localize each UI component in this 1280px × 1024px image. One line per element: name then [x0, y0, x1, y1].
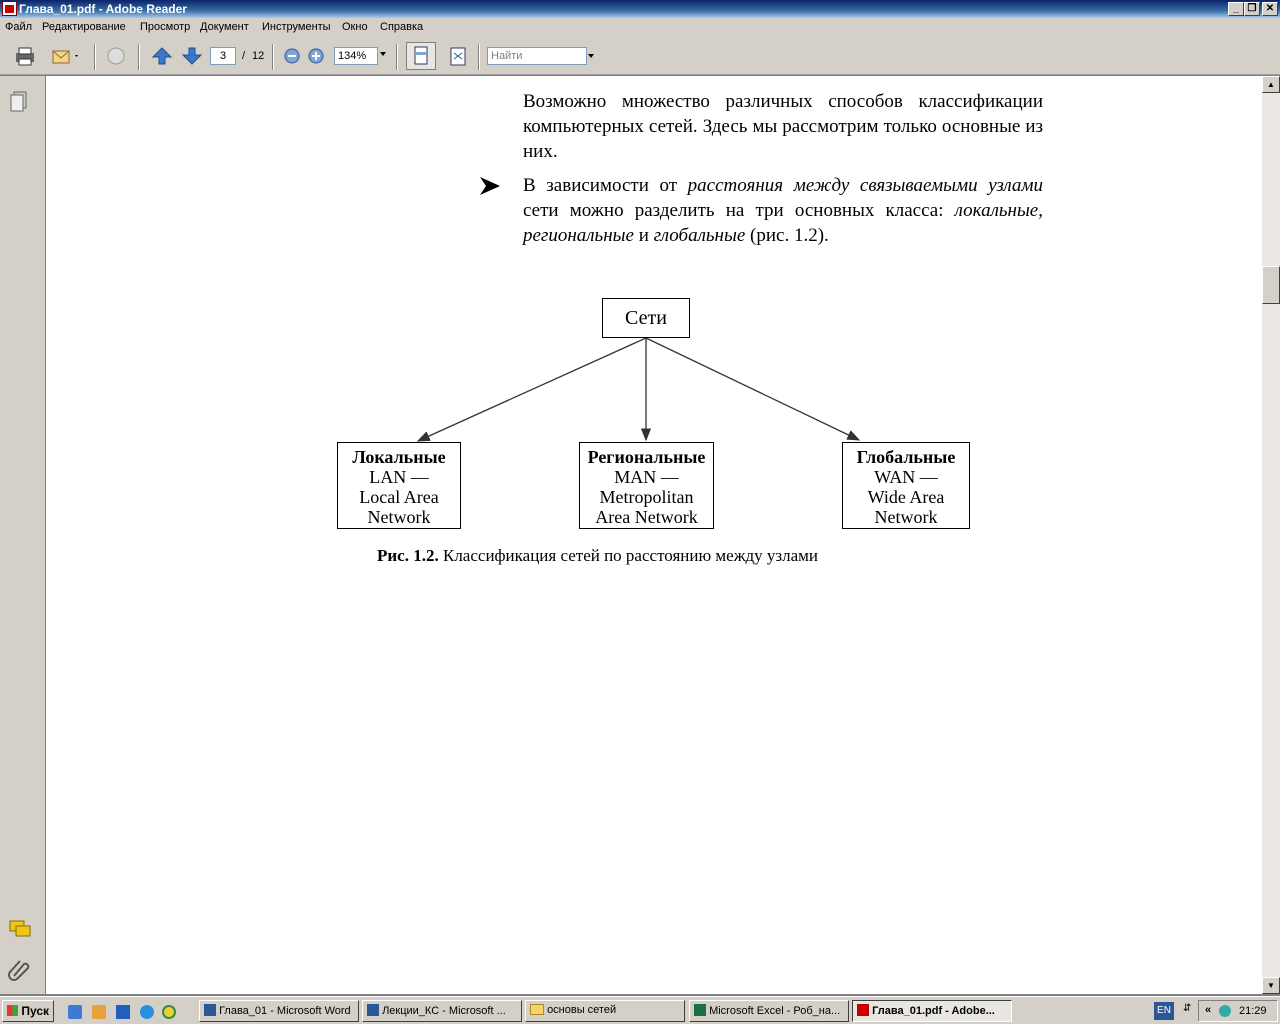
para-text: сети можно разделить на три основных класса:: [523, 200, 955, 221]
para-italic: глобальные: [653, 225, 746, 246]
pdf-icon: [857, 1004, 869, 1016]
paragraph-intro: Возможно множество различных способов классификации компьютерных сетей. Здесь мы рассмотрим только основные из них.: [523, 91, 1043, 162]
task-label: Лекции_КС - Microsoft ...: [382, 1005, 506, 1017]
zoom-in-icon: [306, 45, 326, 67]
diagram-root-node: Сети: [602, 298, 690, 338]
diagram-node-local: [337, 442, 461, 529]
page-number-input[interactable]: 3: [210, 47, 236, 65]
app-icon[interactable]: [116, 1005, 130, 1019]
node-title: Глобальные: [856, 447, 956, 467]
menu-document[interactable]: Документ: [200, 21, 249, 33]
tool-icon[interactable]: [92, 1005, 106, 1019]
fit-width-button[interactable]: [406, 42, 436, 70]
minimize-button[interactable]: _: [1228, 2, 1244, 16]
document-view[interactable]: [46, 76, 1262, 994]
node-line: Wide Area: [867, 487, 945, 507]
pdf-page: [46, 76, 1262, 994]
connector-global: [646, 338, 859, 440]
diagram-node-global: [842, 442, 970, 529]
menu-file[interactable]: Файл: [5, 21, 33, 33]
attachments-icon[interactable]: [8, 958, 30, 982]
node-line: Network: [367, 507, 431, 527]
caption-text: Классификация сетей по расстоянию между узлами: [438, 546, 818, 565]
menu-window[interactable]: Окно: [342, 21, 368, 33]
caption-label: Рис. 1.2.: [377, 546, 439, 565]
adobe-reader-icon: [2, 1, 17, 16]
windows-logo-icon: [7, 1005, 18, 1016]
node-line: Metropolitan: [599, 487, 694, 507]
media-player-icon[interactable]: [162, 1005, 176, 1019]
menu-tools[interactable]: Инструменты: [262, 21, 331, 33]
zoom-out-icon: [282, 45, 302, 67]
tray-expand-icon[interactable]: «: [1205, 1004, 1212, 1016]
figure-caption: [377, 546, 818, 566]
comments-icon[interactable]: [8, 918, 32, 940]
clock[interactable]: 21:29: [1239, 1005, 1267, 1017]
menu-edit[interactable]: Редактирование: [42, 21, 126, 33]
scroll-up-button[interactable]: ▲: [1262, 76, 1280, 93]
zoom-out-button[interactable]: [282, 45, 306, 67]
menu-bar: [0, 18, 1280, 37]
taskbar-item-word-lectures[interactable]: [362, 1000, 522, 1022]
arrow-down-icon: [180, 45, 204, 67]
page-separator: /: [242, 50, 246, 62]
node-title: Региональные: [587, 447, 706, 467]
previous-page-button[interactable]: [150, 45, 174, 67]
para-italic: расстояния между связываемыми узлами: [687, 175, 1044, 196]
toolbar-separator: [272, 44, 274, 70]
pages-icon[interactable]: [9, 90, 29, 114]
navigation-panel: [0, 76, 46, 994]
scroll-down-button[interactable]: ▼: [1262, 977, 1280, 994]
vertical-scrollbar[interactable]: [1262, 76, 1280, 994]
window-title: Глава_01.pdf - Adobe Reader: [19, 2, 187, 16]
toolbar-separator: [94, 44, 96, 70]
arrow-up-icon: [150, 45, 174, 67]
zoom-dropdown-icon[interactable]: [380, 52, 386, 56]
task-label: Глава_01.pdf - Adobe...: [872, 1005, 995, 1017]
taskbar: [0, 996, 1280, 1024]
page-total: 12: [252, 50, 265, 62]
toolbar-separator: [478, 44, 480, 70]
zoom-level-input[interactable]: 134%: [334, 47, 378, 65]
title-bar: [0, 0, 1280, 18]
desktop-icon[interactable]: [68, 1005, 82, 1019]
fit-width-icon: [407, 43, 435, 69]
para-text: (рис. 1.2).: [745, 225, 829, 246]
internet-explorer-icon[interactable]: [140, 1005, 154, 1019]
folder-icon: [530, 1004, 544, 1015]
menu-view[interactable]: Просмотр: [140, 21, 191, 33]
search-dropdown-icon[interactable]: [588, 54, 594, 58]
close-button[interactable]: ✕: [1262, 2, 1278, 16]
node-line: LAN —: [369, 467, 429, 487]
system-tray: [1198, 1000, 1278, 1022]
excel-icon: [694, 1004, 706, 1016]
toolbar: [0, 37, 1280, 75]
node-line: Local Area: [359, 487, 439, 507]
node-line: MAN —: [614, 467, 679, 487]
taskbar-item-word-glava[interactable]: [199, 1000, 359, 1022]
node-line: Network: [874, 507, 938, 527]
node-line: WAN —: [874, 467, 938, 487]
task-label: основы сетей: [547, 1004, 617, 1016]
maximize-button[interactable]: ❐: [1244, 2, 1260, 16]
task-label: Microsoft Excel - Роб_на...: [709, 1005, 841, 1017]
language-indicator[interactable]: EN: [1154, 1002, 1174, 1020]
diagram-node-regional: [579, 442, 714, 529]
start-label: Пуск: [21, 1004, 50, 1018]
taskbar-item-folder[interactable]: [525, 1000, 685, 1022]
taskbar-item-excel[interactable]: [689, 1000, 849, 1022]
hand-icon: [104, 45, 128, 67]
taskbar-item-adobe-reader[interactable]: [852, 1000, 1012, 1022]
next-page-button[interactable]: [180, 45, 204, 67]
toolbar-separator: [396, 44, 398, 70]
print-button[interactable]: [13, 45, 37, 67]
hand-tool-button[interactable]: [104, 45, 128, 67]
network-icon[interactable]: [1219, 1005, 1231, 1017]
node-title: Локальные: [352, 447, 446, 467]
search-input[interactable]: Найти: [487, 47, 587, 65]
start-button[interactable]: [2, 1000, 54, 1022]
fit-page-icon: [446, 45, 470, 67]
word-icon: [367, 1004, 379, 1016]
task-label: Глава_01 - Microsoft Word: [219, 1005, 351, 1017]
node-line: Area Network: [595, 507, 698, 527]
toolbar-separator: [138, 44, 140, 70]
email-button[interactable]: [50, 45, 74, 67]
scroll-thumb[interactable]: [1262, 266, 1280, 304]
para-italic: локальные: [954, 200, 1039, 221]
email-icon: [50, 45, 80, 67]
zoom-in-button[interactable]: [306, 45, 330, 67]
fit-page-button[interactable]: [446, 45, 470, 67]
word-icon: [204, 1004, 216, 1016]
para-italic: региональные: [523, 225, 634, 246]
para-text: В зависимости от: [523, 175, 688, 196]
language-bar-icon[interactable]: ⇵: [1183, 1003, 1192, 1014]
print-icon: [13, 45, 37, 67]
menu-help[interactable]: Справка: [380, 21, 424, 33]
quick-launch: [62, 1003, 180, 1021]
para-text: и: [633, 225, 654, 246]
connector-local: [418, 338, 646, 441]
para-text: ,: [1038, 200, 1043, 221]
